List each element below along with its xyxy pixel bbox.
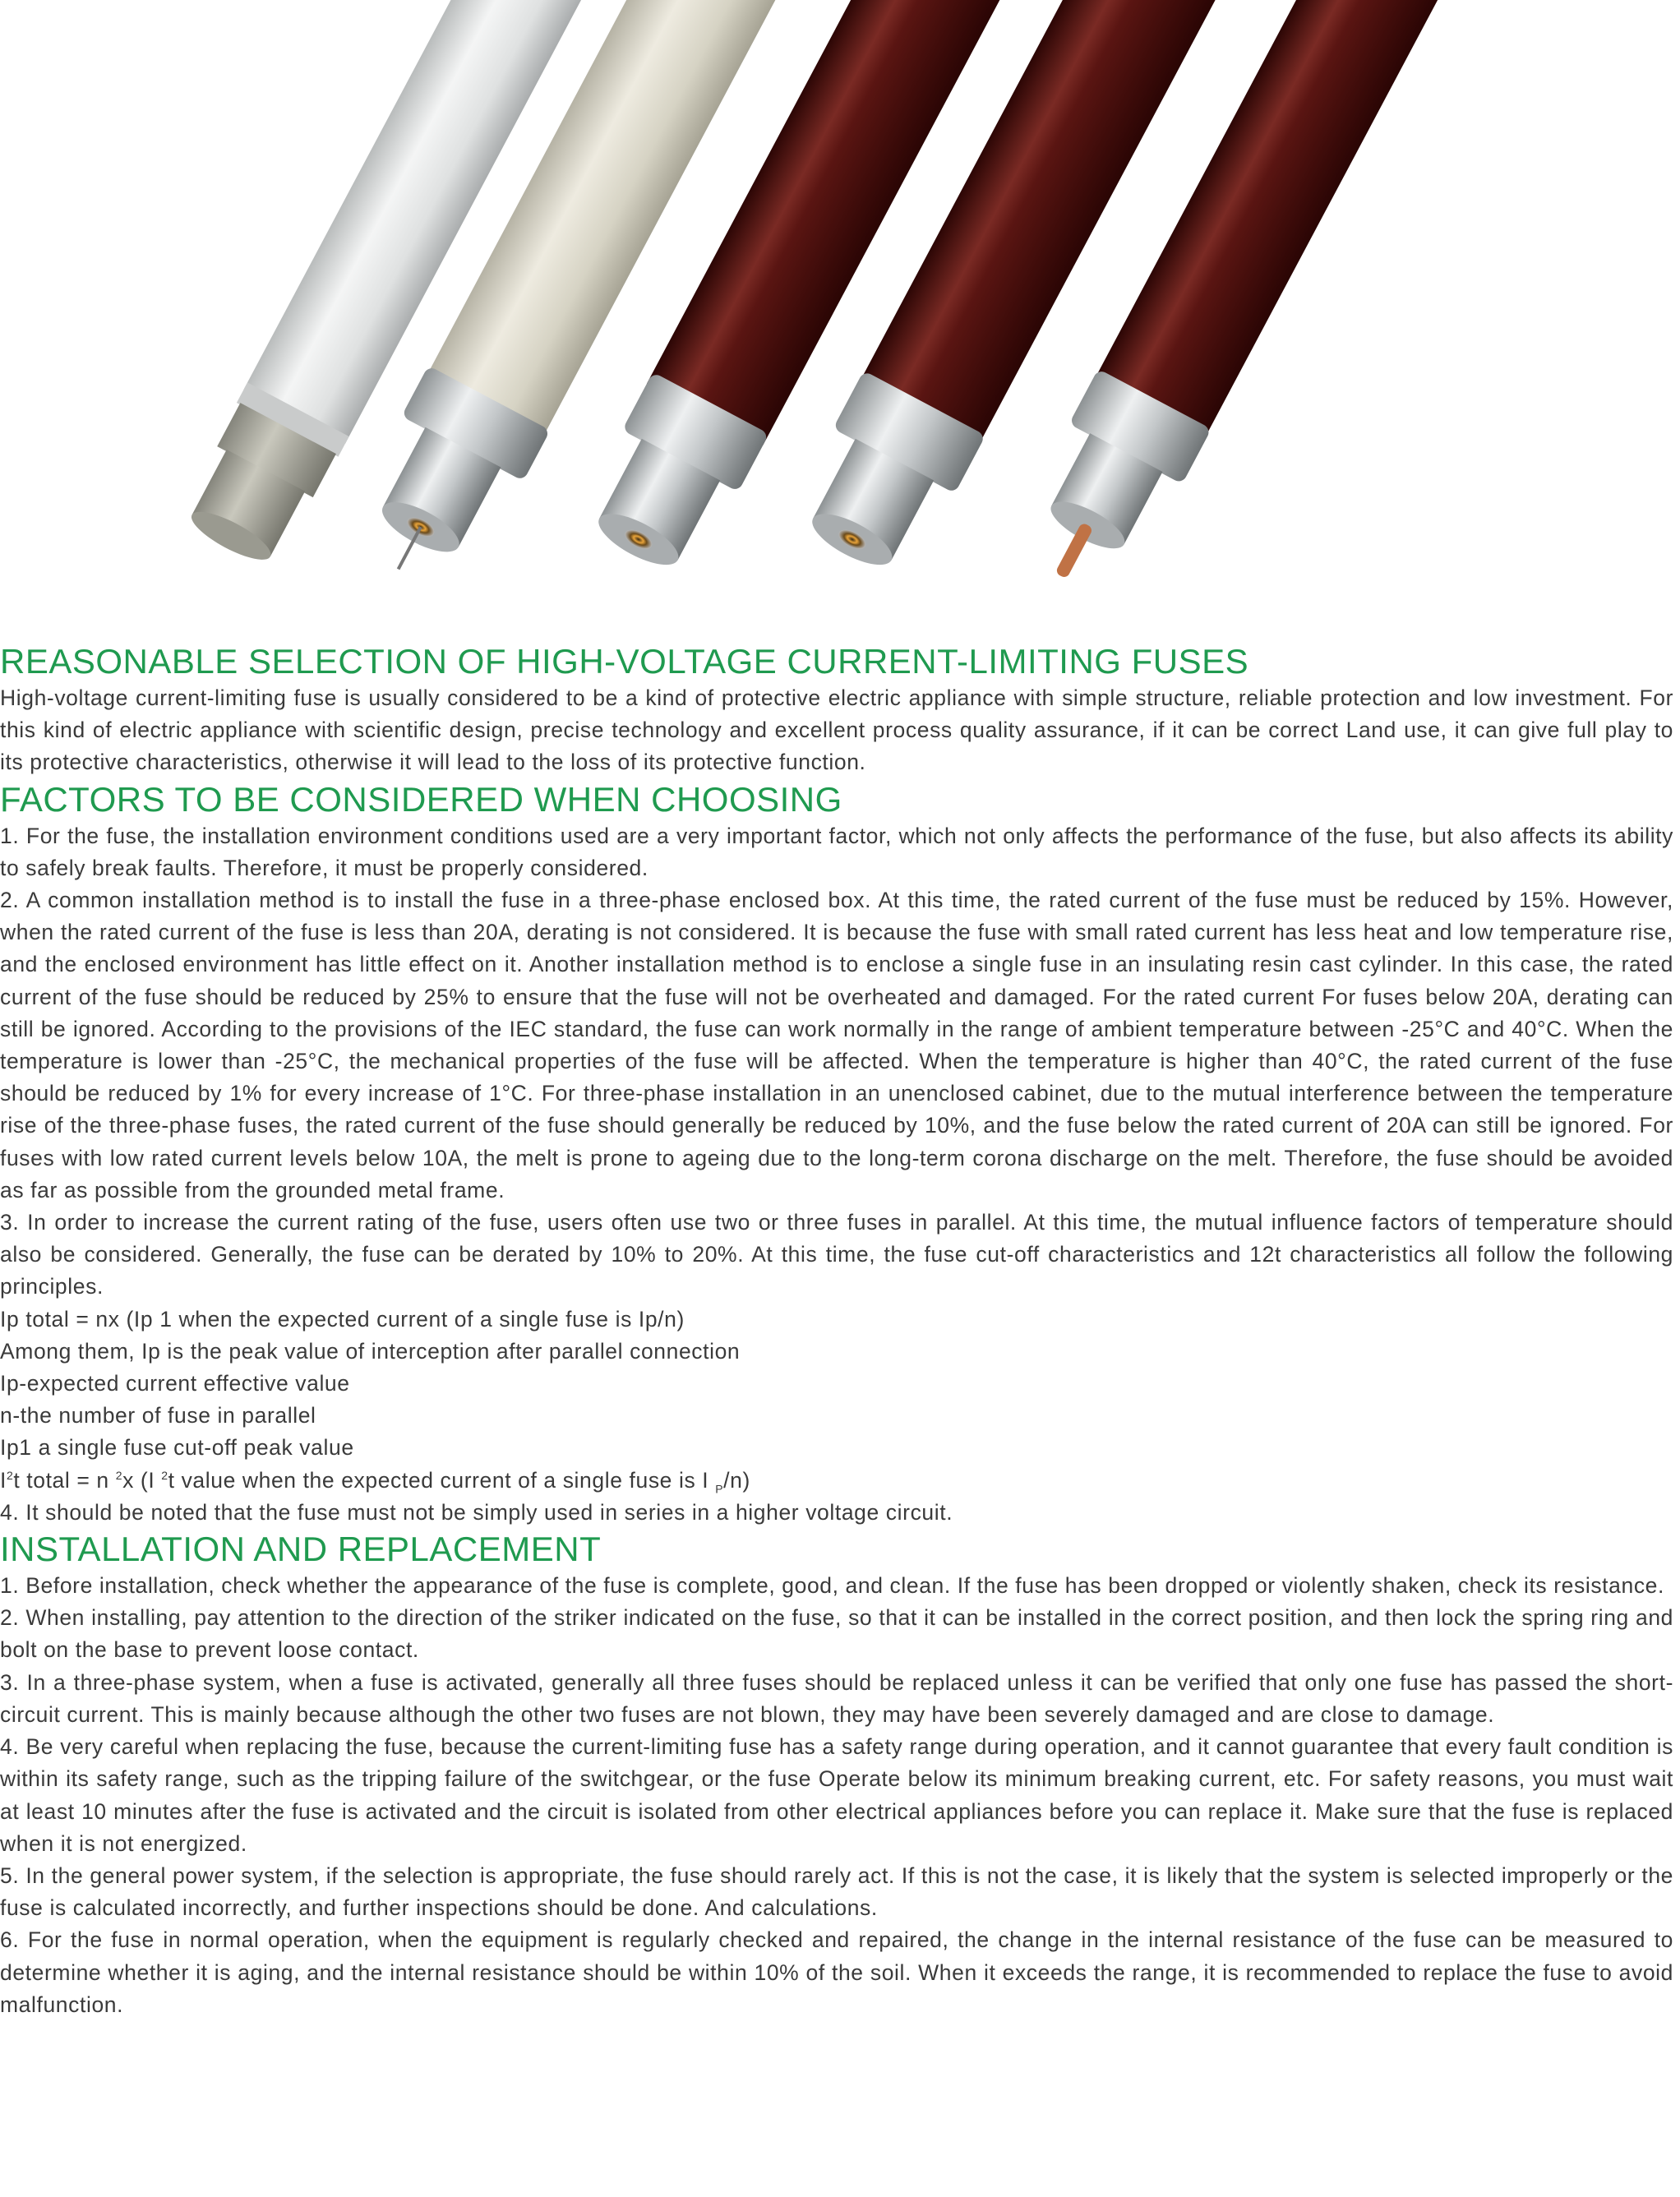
formula-note-3: n-the number of fuse in parallel [0, 1403, 316, 1429]
article-content [0, 641, 1673, 2021]
install-item-5: 5. In the general power system, if the selection is appropriate, the fuse should rarely act. If this is not the case, it is likely that the system is selected improperly or the fuse is calculated incorrectly, and further inspections should be done. And calculations. [0, 1862, 1673, 1921]
factor-item-4: 4. It should be noted that the fuse must not be simply used in series in a higher voltage circuit. [0, 1499, 953, 1525]
section-title-installation: INSTALLATION AND REPLACEMENT [0, 1530, 602, 1569]
factor-item-1: 1. For the fuse, the installation environment conditions used are a very important factor, which not only affects the performance of the fuse, but also affects its ability to safely break faults. Therefore, it must be properly considered. [0, 823, 1673, 880]
formula-i2t-total: $I^2t$ total = n $^2$x (I $^2$t value when the expected current of a single fuse is I $_P$/n) [0, 1467, 750, 1495]
intro-paragraph: High-voltage current-limiting fuse is usually considered to be a kind of protective electric appliance with simple structure, reliable protection and low investment. For this kind of electric appliance with scientific design, precise technology and excellent process quality assurance, if it can be correct Land use, it can give full play to its protective characteristics, otherwise it will lead to the loss of its protective function. [0, 685, 1673, 775]
factor-item-3: 3. In order to increase the current rating of the fuse, users often use two or three fuses in parallel. At this time, the mutual influence factors of temperature should also be considered. Generally, the fuse can be derated by 10% to 20%. At this time, the fuse cut-off characteristics and 12t characteristics all follow the following principles. [0, 1210, 1673, 1299]
install-item-3: 3. In a three-phase system, when a fuse is activated, generally all three fuses should be replaced unless it can be verified that only one fuse has passed the short-circuit current. This is mainly because although the other two fuses are not blown, they may have been severely damaged and are close to damage. [0, 1669, 1673, 1727]
section-title-selection: REASONABLE SELECTION OF HIGH-VOLTAGE CURRENT-LIMITING FUSES [0, 642, 1249, 681]
factor-item-2: 2. A common installation method is to install the fuse in a three-phase enclosed box. At this time, the rated current of the fuse must be reduced by 15%. However, when the rated current of the fuse is less than 20A, derating is not considered. It is because the fuse with small rated current has less heat and low temperature rise, and the enclosed environment has little effect on it. Another installation method is to enclose a single fuse in an insulating resin cast cylinder. In this case, the rated current of the fuse should be reduced by 25% to ensure that the fuse will not be overheated and damaged. For the rated current For fuses below 20A, derating can still be ignored. According to the provisions of the IEC standard, the fuse can work normally in the range of ambient temperature between -25°C and 40°C. When the temperature is lower than -25°C, the mechanical properties of the fuse will be affected. When the temperature is higher than 40°C, the rated current of the fuse should be reduced by 1% for every increase of 1°C. For three-phase installation in an unenclosed cabinet, due to the mutual interference between the temperature rise of the three-phase fuses, the rated current of the fuse should generally be reduced by 10%, and the fuse below the rated current of 20A can still be ignored. For fuses with low rated current levels below 10A, the melt is prone to ageing due to the long-term corona discharge on the melt. Therefore, the fuse should be avoided as far as possible from the grounded metal frame. [0, 888, 1673, 1202]
formula-note-1: Among them, Ip is the peak value of interception after parallel connection [0, 1338, 741, 1364]
install-item-6: 6. For the fuse in normal operation, when the equipment is regularly checked and repaired, the change in the internal resistance of the fuse can be measured to determine whether it is aging, and the internal resistance should be within 10% of the soil. When it exceeds the range, it is recommended to replace the fuse to avoid malfunction. [0, 1927, 1673, 2017]
fuses-product-photo [0, 0, 1680, 633]
install-item-4: 4. Be very careful when replacing the fuse, because the current-limiting fuse has a safety range during operation, and it cannot guarantee that every fault condition is within its safety range, such as the tripping failure of the switchgear, or the fuse Operate below its minimum breaking current, etc. For safety reasons, you must wait at least 10 minutes after the fuse is activated and the circuit is isolated from other electrical appliances before you can replace it. Make sure that the fuse is replaced when it is not energized. [0, 1734, 1673, 1856]
section-title-factors: FACTORS TO BE CONSIDERED WHEN CHOOSING [0, 779, 842, 819]
formula-note-2: Ip-expected current effective value [0, 1371, 350, 1396]
install-item-2: 2. When installing, pay attention to the direction of the striker indicated on the fuse, so that it can be installed in the correct position, and then lock the spring ring and bolt on the base to prevent loose contact. [0, 1605, 1673, 1663]
install-item-1: 1. Before installation, check whether the appearance of the fuse is complete, good, and clean. If the fuse has been dropped or violently shaken, check its resistance. [0, 1573, 1664, 1599]
formula-ip-total: Ip total = nx (Ip 1 when the expected current of a single fuse is Ip/n) [0, 1306, 685, 1332]
formula-note-4: Ip1 a single fuse cut-off peak value [0, 1435, 354, 1461]
